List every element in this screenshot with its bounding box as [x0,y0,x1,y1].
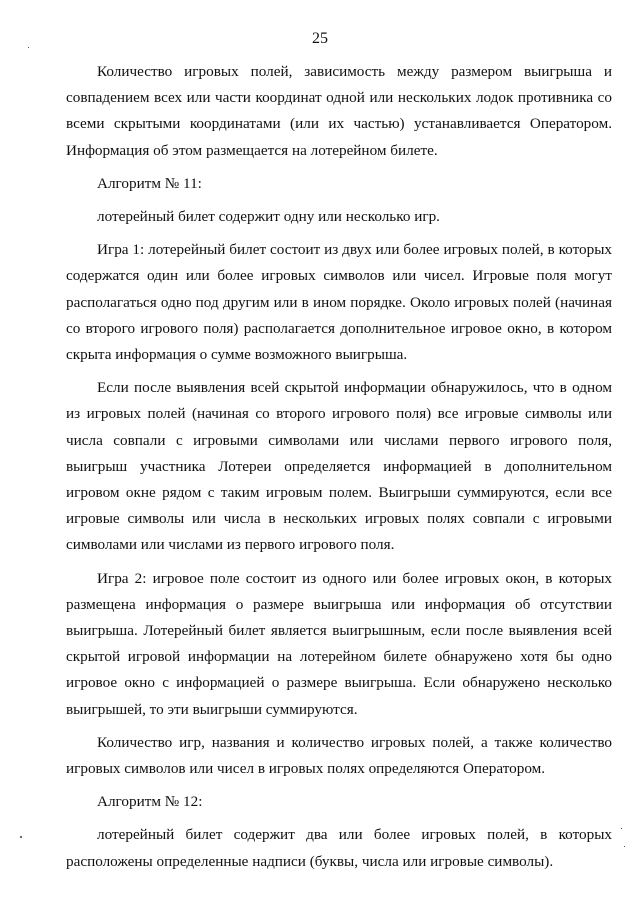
algorithm-11-heading: Алгоритм № 11: [97,174,202,192]
scan-speck [20,836,23,839]
paragraph-ticket-contains-games: лотерейный билет содержит одну или несколько игр. [97,208,440,226]
algorithm-12-heading: Алгоритм № 12: [97,793,203,811]
scan-speck [624,846,625,847]
paragraph-game-fields-operator: Количество игровых полей, зависимость между размером выигрыша и совпадением всех или части координат одной или нескольких лодок противника со всеми скрытыми координатами (или их частью) устанавливается Оператором. Информация об этом размещается на лотерейном билете. [66,63,612,159]
paragraph-game-2: Игра 2: игровое поле состоит из одного или более игровых окон, в которых размещена информация о размере выигрыша или информация об отсутствии выигрыша. Лотерейный билет является выигрышным, если после выявления всей скрытой игровой информации на лотерейном билете обнаружено хотя бы одно игровое окно с информацией о размере выигрыша. Если обнаружено несколько выигрышей, то эти выигрыши суммируются. [66,569,612,718]
paragraph-game-1: Игра 1: лотерейный билет состоит из двух или более игровых полей, в которых содержатся один или более игровых символов или чисел. Игровые поля могут располагаться одно под другим или в ином порядке. Около игровых полей (начиная со второго игрового поля) располагается дополнительное игровое окно, в котором скрыта информация о сумме возможного выигрыша. [66,241,612,364]
page-number: 25 [312,30,328,47]
scan-speck [621,828,622,829]
scan-speck [28,47,29,48]
body-text [66,59,612,875]
paragraph-games-count-operator: Количество игр, названия и количество игровых полей, а также количество игровых символов или чисел в игровых полях определяются Оператором. [66,733,612,778]
paragraph-winnings-summation: Если после выявления всей скрытой информации обнаружилось, что в одном из игровых полей (начиная со второго игрового поля) все игровые символы или числа совпали с игровыми символами или числами первого игрового поля, выигрыш участника Лотереи определяется информацией в дополнительном игровом окне рядом с таким игровым полем. Выигрыши суммируются, если все игровые символы или числа в нескольких игровых полях совпали с игровыми символами или числами из первого игрового поля. [66,379,612,554]
paragraph-algorithm-12: лотерейный билет содержит два или более игровых полей, в которых расположены определенные надписи (буквы, числа или игровые символы). [66,826,612,870]
